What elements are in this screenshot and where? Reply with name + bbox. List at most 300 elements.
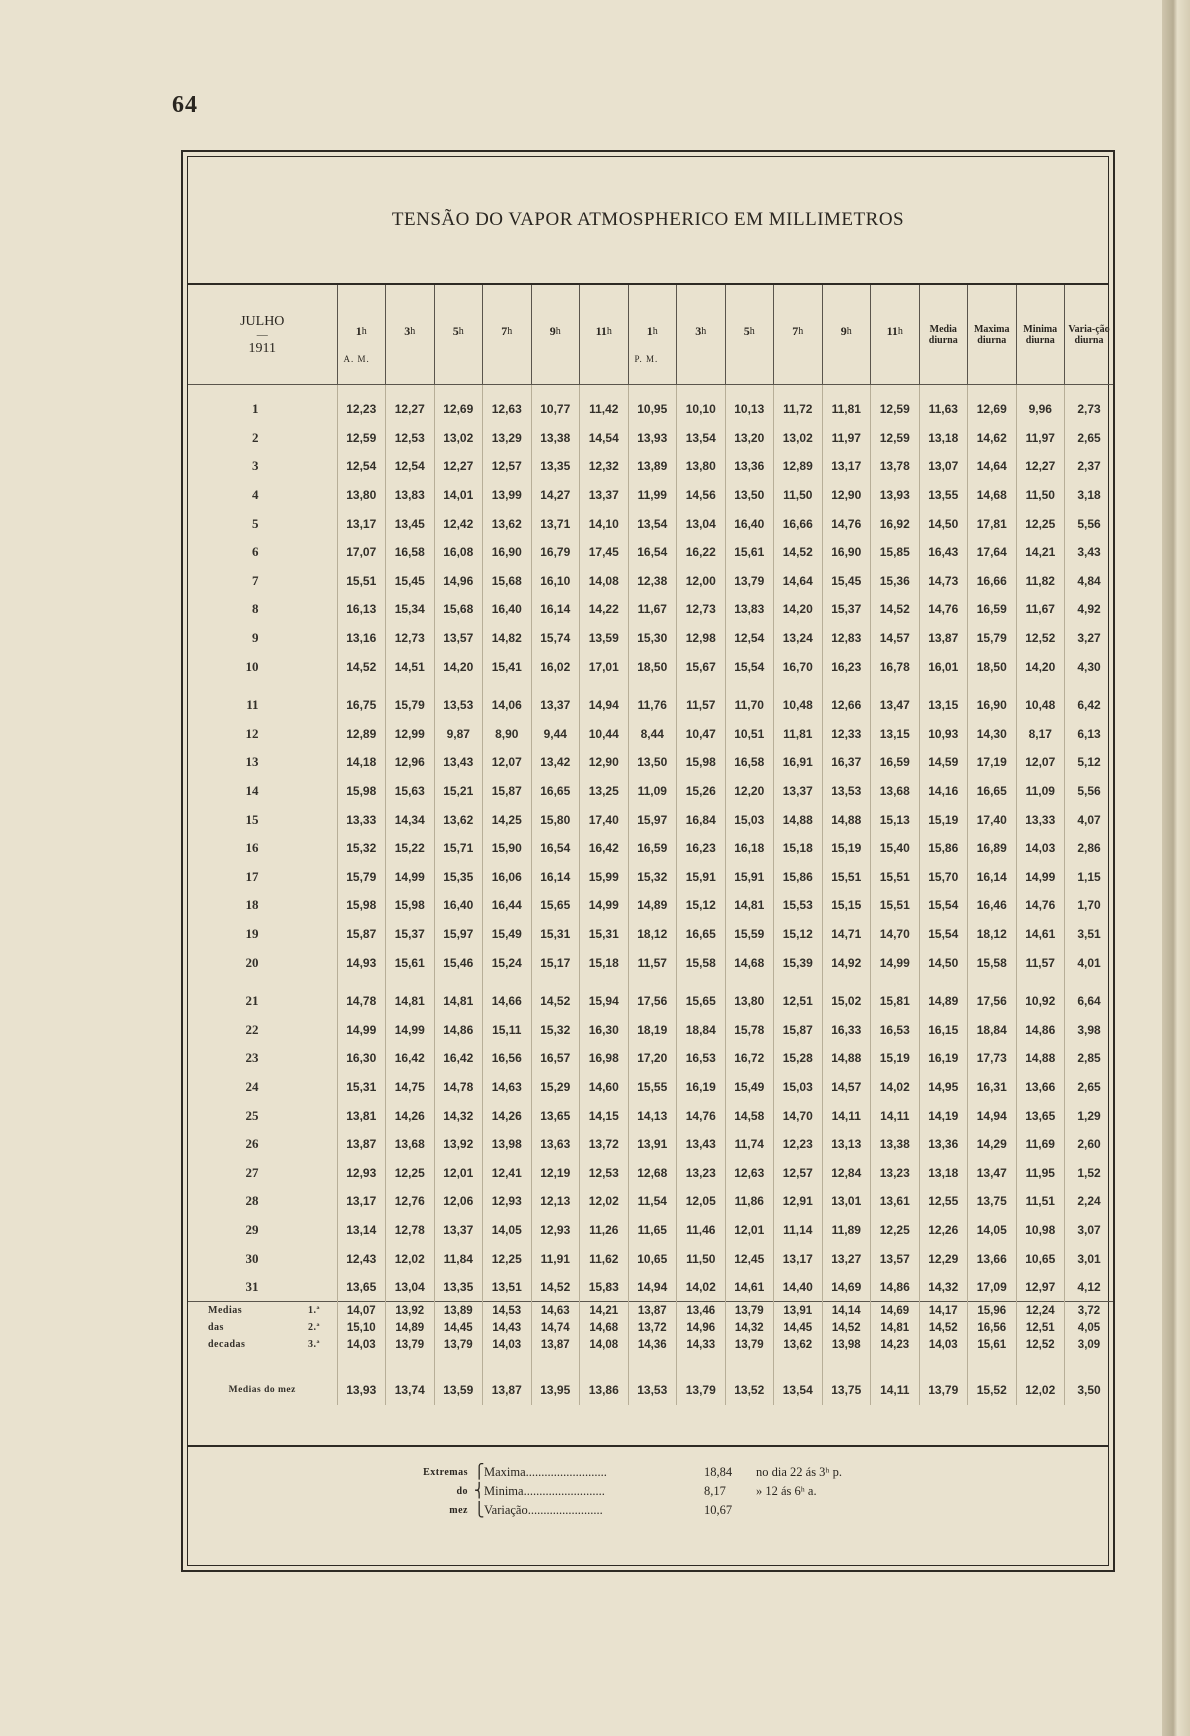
value-cell: 13,51 [483, 1273, 532, 1302]
value-cell: 2,65 [1065, 1073, 1114, 1102]
value-cell: 13,79 [386, 1336, 435, 1353]
value-cell: 14,99 [871, 948, 920, 977]
value-cell: 13,55 [919, 481, 968, 510]
value-cell: 12,25 [871, 1216, 920, 1245]
value-cell: 12,68 [628, 1158, 677, 1187]
value-cell: 3,98 [1065, 1015, 1114, 1044]
extreme-row [400, 1482, 940, 1501]
spacer-cell [434, 977, 483, 987]
value-cell: 9,44 [531, 720, 580, 749]
value-cell: 16,19 [677, 1073, 726, 1102]
spacer-cell [483, 681, 532, 691]
value-cell: 14,06 [483, 691, 532, 720]
value-cell: 11,69 [1016, 1130, 1065, 1159]
spacer-cell [774, 385, 823, 396]
value-cell: 15,49 [483, 920, 532, 949]
vapor-tension-table [188, 285, 1113, 1405]
value-cell: 14,56 [677, 481, 726, 510]
value-cell: 13,15 [919, 691, 968, 720]
hour-label: 1 [646, 324, 653, 338]
value-cell: 16,59 [871, 748, 920, 777]
value-cell: 13,17 [337, 1187, 386, 1216]
value-cell: 14,25 [483, 805, 532, 834]
value-cell: 14,40 [774, 1273, 823, 1302]
value-cell: 15,49 [725, 1073, 774, 1102]
value-cell: 15,32 [531, 1015, 580, 1044]
value-cell: 3,01 [1065, 1244, 1114, 1273]
value-cell: 4,30 [1065, 652, 1114, 681]
spacer-cell [919, 977, 968, 987]
value-cell: 12,93 [337, 1158, 386, 1187]
value-cell: 14,57 [871, 624, 920, 653]
value-cell: 13,43 [434, 748, 483, 777]
value-cell: 13,59 [580, 624, 629, 653]
spacer-cell [822, 385, 871, 396]
value-cell: 3,27 [1065, 624, 1114, 653]
value-cell: 13,23 [677, 1158, 726, 1187]
value-cell: 16,23 [822, 652, 871, 681]
value-cell: 11,51 [1016, 1187, 1065, 1216]
value-cell: 16,01 [919, 652, 968, 681]
value-cell: 18,19 [628, 1015, 677, 1044]
value-cell: 15,54 [919, 891, 968, 920]
value-cell: 18,12 [628, 920, 677, 949]
value-cell: 12,27 [386, 395, 435, 424]
value-cell: 16,65 [531, 777, 580, 806]
value-cell: 11,89 [822, 1216, 871, 1245]
value-cell: 14,71 [822, 920, 871, 949]
value-cell: 16,70 [774, 652, 823, 681]
day-number: 29 [245, 1221, 259, 1237]
value-cell: 13,18 [919, 424, 968, 453]
spacer-cell [677, 977, 726, 987]
value-cell: 16,46 [968, 891, 1017, 920]
spacer-cell [188, 681, 337, 691]
value-cell: 16,59 [968, 595, 1017, 624]
value-cell: 12,54 [337, 452, 386, 481]
value-cell: 12,20 [725, 777, 774, 806]
value-cell: 12,32 [580, 452, 629, 481]
spacer-cell [188, 385, 337, 396]
spacer-cell [919, 385, 968, 396]
day-row [188, 1015, 1113, 1044]
value-cell: 13,04 [677, 509, 726, 538]
value-cell: 17,40 [580, 805, 629, 834]
value-cell: 13,53 [434, 691, 483, 720]
value-cell: 15,13 [871, 805, 920, 834]
value-cell: 15,61 [386, 948, 435, 977]
value-cell: 14,26 [483, 1101, 532, 1130]
value-cell: 14,32 [434, 1101, 483, 1130]
value-cell: 2,85 [1065, 1044, 1114, 1073]
value-cell: 16,90 [822, 538, 871, 567]
day-number: 28 [245, 1193, 259, 1209]
day-row [188, 920, 1113, 949]
hour-suffix: h [846, 326, 852, 337]
value-cell: 12,83 [822, 624, 871, 653]
value-cell: 14,29 [968, 1130, 1017, 1159]
value-cell: 13,54 [774, 1375, 823, 1405]
value-cell: 13,75 [968, 1187, 1017, 1216]
value-cell: 14,92 [822, 948, 871, 977]
header-row [188, 285, 1113, 385]
value-cell: 14,53 [483, 1302, 532, 1320]
day-number: 18 [245, 897, 259, 913]
value-cell: 3,09 [1065, 1336, 1114, 1353]
value-cell: 17,19 [968, 748, 1017, 777]
value-cell: 11,84 [434, 1244, 483, 1273]
value-cell: 13,93 [337, 1375, 386, 1405]
value-cell: 16,42 [580, 834, 629, 863]
value-cell: 13,29 [483, 424, 532, 453]
value-cell: 11,09 [1016, 777, 1065, 806]
value-cell: 13,38 [531, 424, 580, 453]
value-cell: 12,02 [1016, 1375, 1065, 1405]
value-cell: 10,10 [677, 395, 726, 424]
value-cell: 15,68 [434, 595, 483, 624]
spacer-cell [483, 385, 532, 396]
value-cell: 15,51 [822, 863, 871, 892]
hour-suffix: h [507, 326, 513, 337]
value-cell: 15,55 [628, 1073, 677, 1102]
value-cell: 13,91 [628, 1130, 677, 1159]
value-cell: 13,52 [725, 1375, 774, 1405]
value-cell: 15,80 [531, 805, 580, 834]
value-cell: 18,50 [628, 652, 677, 681]
hour-suffix: h [458, 326, 464, 337]
value-cell: 2,37 [1065, 452, 1114, 481]
value-cell: 13,93 [871, 481, 920, 510]
value-cell: 11,81 [822, 395, 871, 424]
value-cell: 16,14 [531, 863, 580, 892]
value-cell: 12,43 [337, 1244, 386, 1273]
spacer-cell [580, 681, 629, 691]
value-cell: 16,98 [580, 1044, 629, 1073]
month-label: JULHO [240, 313, 285, 329]
day-row [188, 452, 1113, 481]
value-cell: 13,79 [434, 1336, 483, 1353]
value-cell: 13,37 [774, 777, 823, 806]
value-cell: 16,58 [386, 538, 435, 567]
spacer-cell [871, 977, 920, 987]
value-cell: 3,50 [1065, 1375, 1114, 1405]
extreme-row [400, 1501, 940, 1520]
value-cell: 15,97 [434, 920, 483, 949]
spacer-cell [919, 1353, 968, 1375]
value-cell: 12,73 [677, 595, 726, 624]
hour-header [871, 285, 920, 385]
day-row [188, 595, 1113, 624]
value-cell: 13,65 [337, 1273, 386, 1302]
day-number: 27 [245, 1164, 259, 1180]
value-cell: 16,59 [628, 834, 677, 863]
value-cell: 14,08 [580, 1336, 629, 1353]
value-cell: 13,61 [871, 1187, 920, 1216]
hour-header [725, 285, 774, 385]
value-cell: 13,24 [774, 624, 823, 653]
spacer-cell [337, 977, 386, 987]
value-cell: 14,03 [919, 1336, 968, 1353]
value-cell: 3,72 [1065, 1302, 1114, 1320]
value-cell: 2,24 [1065, 1187, 1114, 1216]
value-cell: 15,65 [531, 891, 580, 920]
value-cell: 14,05 [968, 1216, 1017, 1245]
value-cell: 14,21 [580, 1302, 629, 1320]
value-cell: 13,92 [386, 1302, 435, 1320]
value-cell: 13,13 [822, 1130, 871, 1159]
value-cell: 14,94 [628, 1273, 677, 1302]
value-cell: 15,51 [337, 567, 386, 596]
value-cell: 14,21 [1016, 538, 1065, 567]
value-cell: 14,50 [919, 509, 968, 538]
value-cell: 14,03 [1016, 834, 1065, 863]
value-cell: 13,53 [822, 777, 871, 806]
value-cell: 17,07 [337, 538, 386, 567]
value-cell: 14,58 [725, 1101, 774, 1130]
day-number: 19 [245, 925, 259, 941]
value-cell: 12,51 [774, 987, 823, 1016]
value-cell: 16,65 [968, 777, 1017, 806]
value-cell: 15,12 [677, 891, 726, 920]
value-cell: 16,15 [919, 1015, 968, 1044]
value-cell: 11,09 [628, 777, 677, 806]
day-number: 30 [245, 1250, 259, 1266]
value-cell: 11,67 [1016, 595, 1065, 624]
value-cell: 14,89 [919, 987, 968, 1016]
value-cell: 10,92 [1016, 987, 1065, 1016]
value-cell: 13,36 [725, 452, 774, 481]
value-cell: 14,99 [386, 1015, 435, 1044]
spacer-cell [1065, 681, 1114, 691]
day-row [188, 748, 1113, 777]
spacer-cell [386, 385, 435, 396]
value-cell: 12,59 [871, 424, 920, 453]
value-cell: 15,40 [871, 834, 920, 863]
value-cell: 15,36 [871, 567, 920, 596]
value-cell: 13,87 [628, 1302, 677, 1320]
value-cell: 15,39 [774, 948, 823, 977]
day-number: 26 [245, 1136, 259, 1152]
spacer-cell [725, 977, 774, 987]
spacer-cell [580, 385, 629, 396]
value-cell: 13,95 [531, 1375, 580, 1405]
value-cell: 15,30 [628, 624, 677, 653]
extreme-name [484, 1501, 603, 1520]
extreme-name-text: Variação [484, 1503, 528, 1517]
value-cell: 15,79 [386, 691, 435, 720]
value-cell: 14,20 [774, 595, 823, 624]
value-cell: 13,80 [337, 481, 386, 510]
value-cell: 15,97 [628, 805, 677, 834]
day-row [188, 481, 1113, 510]
hour-label: 11 [595, 324, 607, 338]
value-cell: 13,17 [822, 452, 871, 481]
extreme-value: 8,17 [704, 1484, 726, 1498]
value-cell: 16,75 [337, 691, 386, 720]
value-cell: 14,70 [871, 920, 920, 949]
day-number: 16 [245, 840, 259, 856]
value-cell: 12,69 [968, 395, 1017, 424]
day-number: 24 [245, 1078, 259, 1094]
value-cell: 11,97 [1016, 424, 1065, 453]
hour-label: 7 [792, 324, 799, 338]
value-cell: 15,26 [677, 777, 726, 806]
value-cell: 14,69 [822, 1273, 871, 1302]
value-cell: 16,54 [531, 834, 580, 863]
value-cell: 2,65 [1065, 424, 1114, 453]
value-cell: 14,86 [871, 1273, 920, 1302]
value-cell: 12,06 [434, 1187, 483, 1216]
value-cell: 13,79 [677, 1375, 726, 1405]
hour-suffix: h [361, 326, 367, 337]
value-cell: 14,26 [386, 1101, 435, 1130]
value-cell: 14,45 [774, 1319, 823, 1336]
hour-header [677, 285, 726, 385]
value-cell: 14,93 [337, 948, 386, 977]
value-cell: 13,79 [725, 567, 774, 596]
day-row [188, 834, 1113, 863]
day-row [188, 1130, 1113, 1159]
value-cell: 17,20 [628, 1044, 677, 1073]
value-cell: 12,00 [677, 567, 726, 596]
spacer-row [188, 977, 1113, 987]
value-cell: 14,96 [434, 567, 483, 596]
value-cell: 14,68 [725, 948, 774, 977]
value-cell: 15,52 [968, 1375, 1017, 1405]
value-cell: 15,45 [386, 567, 435, 596]
value-cell: 11,14 [774, 1216, 823, 1245]
day-number: 25 [245, 1107, 259, 1123]
value-cell: 13,87 [919, 624, 968, 653]
table-frame-inner [187, 156, 1109, 1566]
value-cell: 12,05 [677, 1187, 726, 1216]
value-cell: 14,22 [580, 595, 629, 624]
value-cell: 13,07 [919, 452, 968, 481]
value-cell: 14,05 [483, 1216, 532, 1245]
value-cell: 12,76 [386, 1187, 435, 1216]
spacer-cell [871, 681, 920, 691]
value-cell: 16,18 [725, 834, 774, 863]
value-cell: 15,61 [968, 1336, 1017, 1353]
value-cell: 15,67 [677, 652, 726, 681]
leader-dots: ........................ [527, 1503, 603, 1517]
value-cell: 15,19 [871, 1044, 920, 1073]
value-cell: 14,61 [1016, 920, 1065, 949]
stat-header: Varia-ção diurna [1065, 285, 1114, 385]
value-cell: 4,84 [1065, 567, 1114, 596]
value-cell: 13,20 [725, 424, 774, 453]
value-cell: 16,13 [337, 595, 386, 624]
day-number: 31 [245, 1279, 259, 1295]
value-cell: 14,63 [483, 1073, 532, 1102]
value-cell: 16,42 [434, 1044, 483, 1073]
value-cell: 14,14 [822, 1302, 871, 1320]
value-cell: 14,81 [434, 987, 483, 1016]
decade-ordinal: 3.ª [308, 1339, 320, 1351]
value-cell: 13,01 [822, 1187, 871, 1216]
value-cell: 6,42 [1065, 691, 1114, 720]
leader-dots: .......................... [525, 1465, 607, 1479]
day-number: 13 [245, 754, 259, 770]
value-cell: 12,57 [774, 1158, 823, 1187]
spacer-cell [774, 977, 823, 987]
value-cell: 13,89 [628, 452, 677, 481]
value-cell: 12,25 [1016, 509, 1065, 538]
day-number: 7 [252, 572, 259, 588]
day-row [188, 395, 1113, 424]
spacer-row [188, 1353, 1113, 1375]
value-cell: 14,10 [580, 509, 629, 538]
spacer-cell [483, 977, 532, 987]
value-cell: 12,42 [434, 509, 483, 538]
value-cell: 14,82 [483, 624, 532, 653]
value-cell: 15,15 [822, 891, 871, 920]
value-cell: 10,65 [628, 1244, 677, 1273]
value-cell: 12,27 [434, 452, 483, 481]
value-cell: 13,54 [628, 509, 677, 538]
value-cell: 13,53 [628, 1375, 677, 1405]
value-cell: 10,77 [531, 395, 580, 424]
day-row [188, 1244, 1113, 1273]
value-cell: 14,94 [580, 691, 629, 720]
value-cell: 9,96 [1016, 395, 1065, 424]
value-cell: 12,57 [483, 452, 532, 481]
spacer-cell [531, 681, 580, 691]
value-cell: 14,94 [968, 1101, 1017, 1130]
value-cell: 16,40 [434, 891, 483, 920]
value-cell: 11,76 [628, 691, 677, 720]
value-cell: 13,14 [337, 1216, 386, 1245]
value-cell: 13,79 [725, 1336, 774, 1353]
value-cell: 15,02 [822, 987, 871, 1016]
value-cell: 15,54 [725, 652, 774, 681]
value-cell: 14,32 [919, 1273, 968, 1302]
value-cell: 14,95 [919, 1073, 968, 1102]
value-cell: 14,03 [483, 1336, 532, 1353]
value-cell: 13,23 [871, 1158, 920, 1187]
value-cell: 18,84 [677, 1015, 726, 1044]
value-cell: 15,35 [434, 863, 483, 892]
value-cell: 12,26 [919, 1216, 968, 1245]
spacer-cell [677, 1353, 726, 1375]
value-cell: 16,56 [483, 1044, 532, 1073]
value-cell: 16,44 [483, 891, 532, 920]
day-number: 8 [252, 601, 259, 617]
value-cell: 12,07 [483, 748, 532, 777]
value-cell: 4,07 [1065, 805, 1114, 834]
value-cell: 17,81 [968, 509, 1017, 538]
value-cell: 15,70 [919, 863, 968, 892]
value-cell: 11,42 [580, 395, 629, 424]
value-cell: 13,37 [580, 481, 629, 510]
value-cell: 13,57 [871, 1244, 920, 1273]
value-cell: 9,87 [434, 720, 483, 749]
value-cell: 15,31 [337, 1073, 386, 1102]
value-cell: 13,62 [774, 1336, 823, 1353]
value-cell: 16,54 [628, 538, 677, 567]
value-cell: 16,40 [483, 595, 532, 624]
value-cell: 16,14 [531, 595, 580, 624]
spacer-cell [531, 977, 580, 987]
decade-label [188, 1336, 337, 1353]
value-cell: 15,78 [725, 1015, 774, 1044]
value-cell: 12,02 [386, 1244, 435, 1273]
value-cell: 14,52 [531, 1273, 580, 1302]
value-cell: 13,79 [725, 1302, 774, 1320]
spacer-cell [1016, 681, 1065, 691]
value-cell: 10,65 [1016, 1244, 1065, 1273]
footer-rule [188, 1445, 1108, 1447]
